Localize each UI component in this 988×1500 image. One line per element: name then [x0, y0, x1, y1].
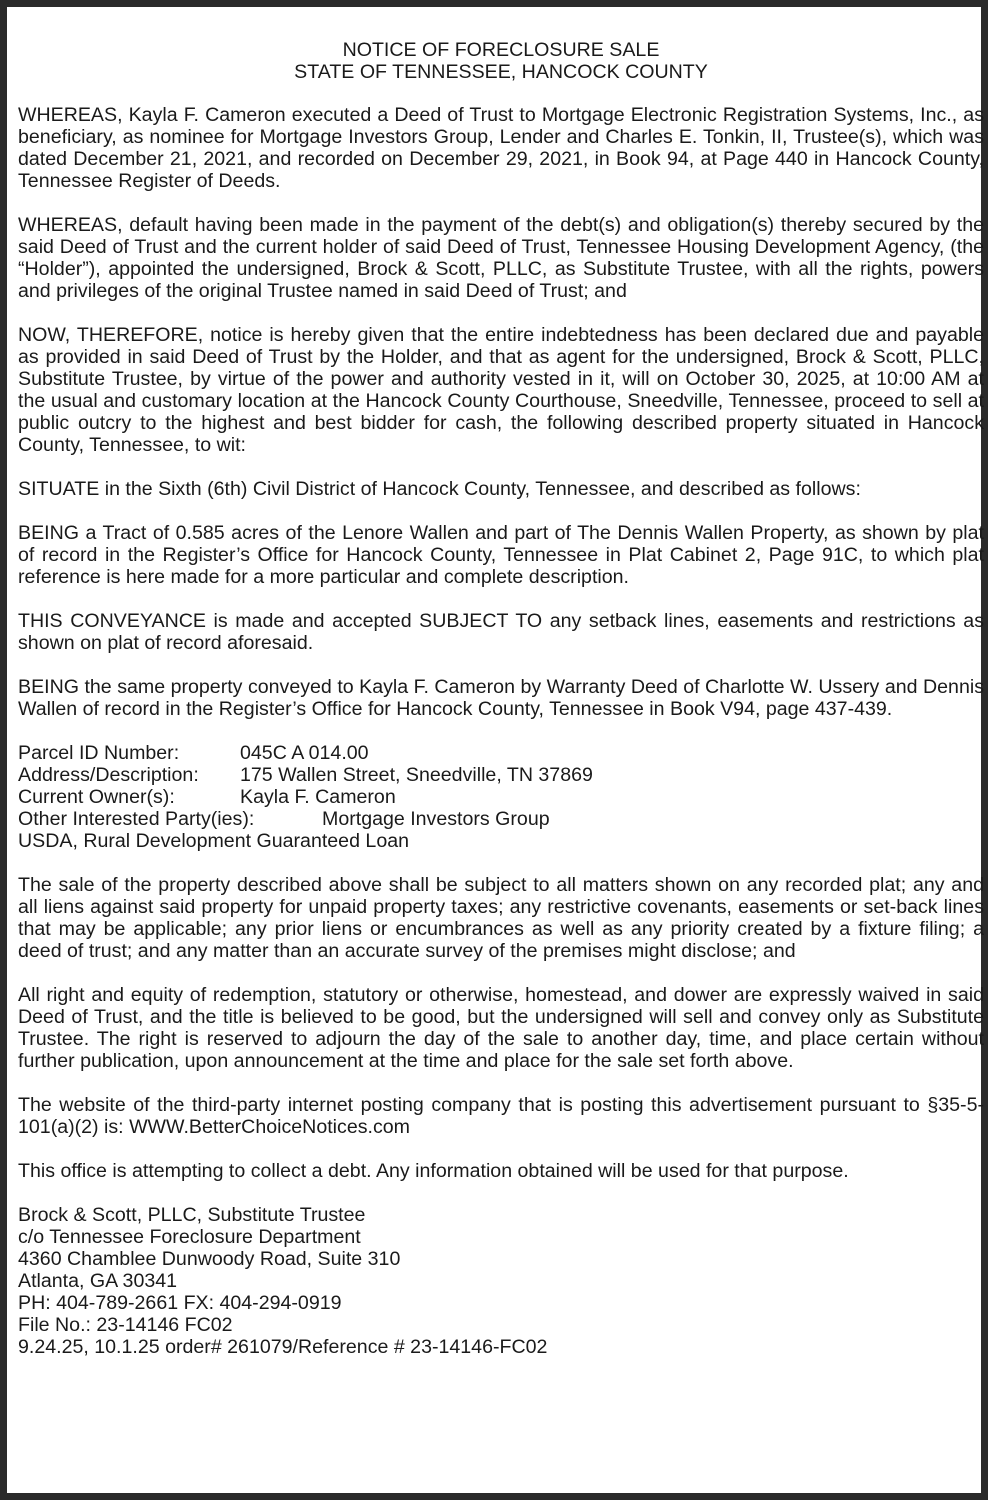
paragraph-website: The website of the third-party internet posting company that is posting this advertisement pursuant to §35-5-101(a)(2) is: WWW.BetterChoiceNotices.com	[18, 1094, 984, 1138]
paragraph-being-tract: BEING a Tract of 0.585 acres of the Lenore Wallen and part of The Dennis Wallen Property, as shown by plat of record in the Register’s Office for Hancock County, Tennessee in Plat Cabinet 2, Page 91C, to which plat reference is here made for a more particular and complete description.	[18, 522, 984, 588]
paragraph-redemption: All right and equity of redemption, statutory or otherwise, homestead, and dower are expressly waived in said Deed of Trust, and the title is believed to be good, but the undersigned will sell and convey only as Substitute Trustee. The right is reserved to adjourn the day of the sale to another day, time, and place certain without further publication, upon announcement at the time and place for the sale set forth above.	[18, 984, 984, 1072]
owner-row	[18, 786, 984, 808]
signature-line: Atlanta, GA 30341	[18, 1270, 178, 1292]
address-value: 175 Wallen Street, Sneedville, TN 37869	[240, 764, 593, 786]
address-label: Address/Description:	[18, 764, 199, 786]
other-party-label: Other Interested Party(ies):	[18, 808, 255, 830]
notice-title	[18, 39, 984, 83]
paragraph-conveyance: THIS CONVEYANCE is made and accepted SUBJECT TO any setback lines, easements and restrictions as shown on plat of record aforesaid.	[18, 610, 984, 654]
signature-line: 4360 Chamblee Dunwoody Road, Suite 310	[18, 1248, 401, 1270]
paragraph-being-same: BEING the same property conveyed to Kayla F. Cameron by Warranty Deed of Charlotte W. Ussery and Dennis Wallen of record in the Register’s Office for Hancock County, Tennessee in Book V94, page 437-439.	[18, 676, 984, 720]
signature-line: 9.24.25, 10.1.25 order# 261079/Reference # 23-14146-FC02	[18, 1336, 548, 1358]
parcel-id-label: Parcel ID Number:	[18, 742, 180, 764]
signature-line: Brock & Scott, PLLC, Substitute Trustee	[18, 1204, 366, 1226]
paragraph-now-therefore: NOW, THEREFORE, notice is hereby given that the entire indebtedness has been declared due and payable as provided in said Deed of Trust by the Holder, and that as agent for the undersigned, Brock & Scott, PLLC, Substitute Trustee, by virtue of the power and authority vested in it, will on October 30, 2025, at 10:00 AM at the usual and customary location at the Hancock County Courthouse, Sneedville, Tennessee, proceed to sell at public outcry to the highest and best bidder for cash, the following described property situated in Hancock County, Tennessee, to wit:	[18, 324, 984, 456]
signature-line: c/o Tennessee Foreclosure Department	[18, 1226, 361, 1248]
paragraph-whereas-default: WHEREAS, default having been made in the payment of the debt(s) and obligation(s) thereby secured by the said Deed of Trust and the current holder of said Deed of Trust, Tennessee Housing Development Agency, (the “Holder”), appointed the undersigned, Brock & Scott, PLLC, as Substitute Trustee, with all the rights, powers and privileges of the original Trustee named in said Deed of Trust; and	[18, 214, 984, 302]
signature-line: PH: 404-789-2661 FX: 404-294-0919	[18, 1292, 342, 1314]
paragraph-debt-collection: This office is attempting to collect a debt. Any information obtained will be used for that purpose.	[18, 1160, 849, 1182]
owner-label: Current Owner(s):	[18, 786, 175, 808]
title-line-2: STATE OF TENNESSEE, HANCOCK COUNTY	[294, 61, 708, 83]
paragraph-whereas-deed: WHEREAS, Kayla F. Cameron executed a Deed of Trust to Mortgage Electronic Registration Systems, Inc., as beneficiary, as nominee for Mortgage Investors Group, Lender and Charles E. Tonkin, II, Trustee(s), which was dated December 21, 2021, and recorded on December 29, 2021, in Book 94, at Page 440 in Hancock County, Tennessee Register of Deeds.	[18, 104, 984, 192]
signature-line: File No.: 23-14146 FC02	[18, 1314, 233, 1336]
notice-body	[18, 39, 984, 1358]
other-party-value: Mortgage Investors Group	[322, 808, 550, 830]
paragraph-sale-subject: The sale of the property described above shall be subject to all matters shown on any recorded plat; any and all liens against said property for unpaid property taxes; any restrictive covenants, easements or set-back lines that may be applicable; any prior liens or encumbrances as well as any priority created by a fixture filing; a deed of trust; and any matter than an accurate survey of the premises might disclose; and	[18, 874, 984, 962]
parcel-id-row	[18, 742, 984, 764]
title-line-1: NOTICE OF FORECLOSURE SALE	[342, 39, 660, 61]
paragraph-situate: SITUATE in the Sixth (6th) Civil District of Hancock County, Tennessee, and described as follows:	[18, 478, 861, 500]
address-row	[18, 764, 984, 786]
signature-block	[18, 1204, 984, 1358]
parcel-id-value: 045C A 014.00	[240, 742, 369, 764]
owner-value: Kayla F. Cameron	[240, 786, 396, 808]
other-party-row	[18, 808, 984, 830]
parcel-details	[18, 742, 984, 852]
loan-line: USDA, Rural Development Guaranteed Loan	[18, 830, 410, 852]
